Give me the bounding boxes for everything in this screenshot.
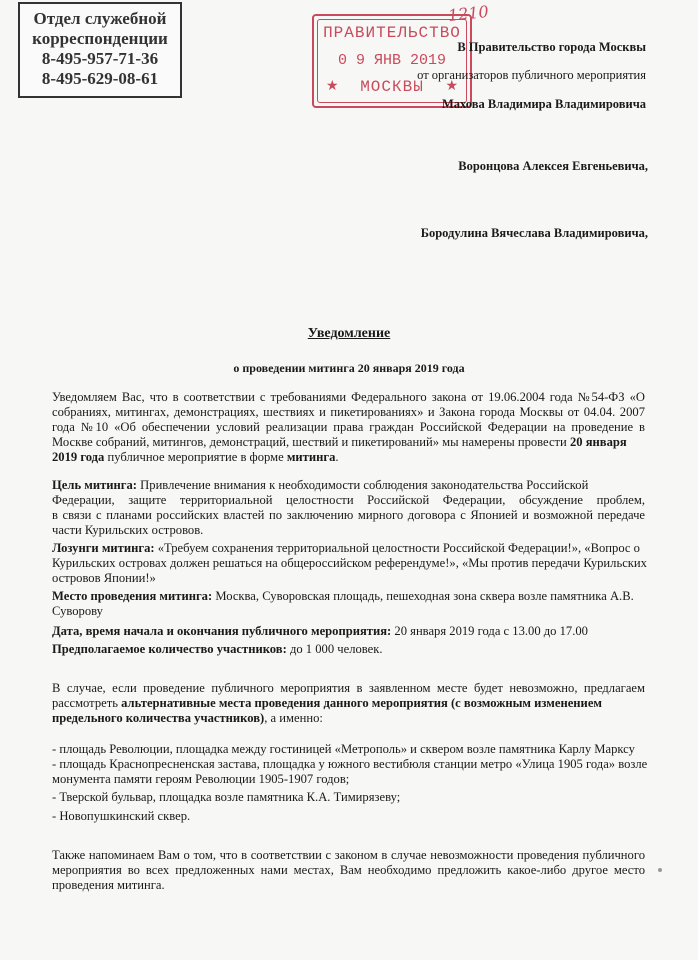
intro-line: Уведомляем Вас, что в соответствии с требованиями Федерального закона от 19.06.2004 года №54-ФЗ «О — [52, 390, 645, 404]
registration-stamp — [312, 14, 472, 108]
intro-line: собраниях, митингах, демонстрациях, шествиях и пикетированиях» и Закона города Москвы от 04.04. 2007 — [52, 405, 645, 419]
slogans-label: Лозунги митинга: — [52, 541, 155, 555]
place-label: Место проведения митинга: — [52, 589, 213, 603]
goal-label: Цель митинга: — [52, 478, 138, 492]
alt-intro-line: предельного количества участников), а именно: — [52, 711, 323, 725]
page-subtitle: о проведении митинга 20 января 2019 года — [233, 361, 465, 375]
alternative-item: - площадь Краснопресненская застава, площадка у южного вестибюля станции метро «Улица 1905 года» возле — [52, 757, 648, 771]
intro-line: года №10 «Об обеспечении условий реализации права граждан Российской Федерации на проведение в — [52, 420, 645, 434]
correspondence-line: Отдел служебной — [33, 9, 167, 28]
event-format: митинга — [286, 450, 336, 464]
alt-intro-line: В случае, если проведение публичного мероприятия в заявленном месте будет невозможно, предлагаем — [52, 681, 645, 695]
intro-line: Москве собраний, митингов, демонстраций, шествий и пикетирований» мы намерены провести 20 января — [52, 435, 627, 449]
star-icon: ★ — [326, 79, 339, 94]
correspondence-phone: 8-495-957-71-36 — [41, 49, 159, 68]
correspondence-line: корреспонденции — [32, 29, 168, 48]
time-label: Дата, время начала и окончания публичного мероприятия: — [52, 624, 392, 638]
slogans-line: Лозунги митинга: «Требуем сохранения территориальной целостности Российской Федерации!», «Вопрос о — [52, 541, 640, 555]
participants-label: Предполагаемое количество участников: — [52, 642, 287, 656]
time-line: Дата, время начала и окончания публичного мероприятия: 20 января 2019 года с 13.00 до 17.00 — [52, 624, 588, 638]
handwritten-number: 1210 — [447, 1, 490, 26]
correspondence-phone: 8-495-629-08-61 — [41, 69, 159, 88]
intro-line: 2019 года публичное мероприятие в форме митинга. — [52, 450, 339, 464]
place-line: Суворову — [52, 604, 103, 618]
closing-line: проведения митинга. — [52, 878, 165, 892]
participants-line: Предполагаемое количество участников: до 1 000 человек. — [52, 642, 383, 656]
alternative-item: монумента памяти героям Революции 1905-1907 годов; — [52, 772, 350, 786]
stamp-date: 0 9 ЯНВ 2019 — [337, 52, 447, 69]
slogans-line: Курильских островах должен решаться на общероссийском референдуме!», «Мы против передачи Курильских — [52, 556, 647, 570]
alternative-item: - Новопушкинский сквер. — [52, 809, 191, 823]
organizer-name: Махова Владимира Владимировича — [441, 97, 646, 111]
page-title: Уведомление — [307, 326, 391, 341]
star-icon: ★ — [445, 79, 458, 94]
stamp-org: ПРАВИТЕЛЬСТВО — [323, 24, 461, 42]
goal-line: Федерации, защите территориальной целостности Российской Федерации, обсуждение проблем, — [52, 493, 645, 507]
scan-mark — [658, 868, 662, 872]
place-line: Место проведения митинга: Москва, Суворовская площадь, пешеходная зона сквера возле памятника А.В. — [52, 589, 634, 603]
organizer-name: Бородулина Вячеслава Владимировича, — [420, 226, 648, 240]
closing-line: мероприятия во всех предложенных нами местах, Вам необходимо предложить какое-либо другое место — [52, 863, 645, 877]
goal-line: в связи с планами российских властей по заключению мирного договора с Японией и возможной передаче — [52, 508, 645, 522]
organizer-name: Воронцова Алексея Евгеньевича, — [458, 159, 648, 173]
closing-line: Также напоминаем Вам о том, что в соответствии с законом в случае невозможности проведения публичного — [52, 848, 645, 862]
addressee-to: В Правительство города Москвы — [457, 40, 646, 54]
goal-line: части Курильских островов. — [52, 523, 204, 537]
alternative-item: - площадь Революции, площадка между гостиницей «Метрополь» и сквером возле памятника Карлу Марксу — [52, 742, 635, 756]
alt-intro-line: рассмотреть альтернативные места проведения данного мероприятия (с возможным изменением — [52, 696, 602, 710]
correspondence-box — [18, 2, 182, 98]
addressee-from: от организаторов публичного мероприятия — [417, 68, 646, 82]
event-date: 20 января — [569, 435, 627, 449]
stamp-city: МОСКВЫ — [360, 78, 424, 96]
alternative-item: - Тверской бульвар, площадка возле памятника К.А. Тимирязеву; — [52, 790, 401, 804]
goal-line: Цель митинга: Привлечение внимания к необходимости соблюдения законодательства Российской — [52, 478, 589, 492]
slogans-line: островов Японии!» — [52, 571, 156, 585]
